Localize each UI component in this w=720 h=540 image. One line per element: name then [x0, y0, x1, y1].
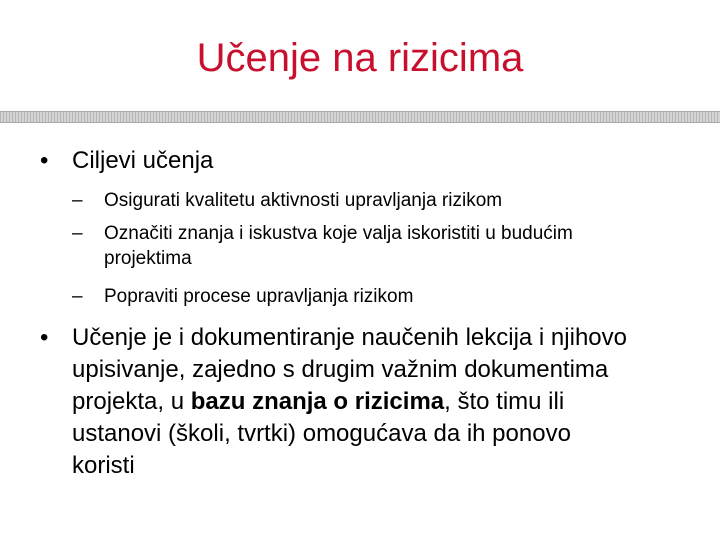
sub-bullet-marker: – — [72, 286, 83, 307]
bullet-marker: • — [40, 324, 49, 351]
bullet-text-emphasis: bazu znanja o rizicima — [190, 388, 445, 415]
bullet-marker: • — [40, 147, 49, 174]
sub-bullet-item — [72, 188, 632, 213]
sub-bullet-item — [72, 284, 632, 309]
bullet-text — [72, 322, 632, 482]
sub-bullet-text: Označiti znanja i iskustva koje valja iskoristiti u budućim projektima — [104, 223, 573, 269]
bullet-text: Ciljevi učenja — [72, 147, 214, 174]
sub-bullet-text: Osigurati kvalitetu aktivnosti upravljanja rizikom — [104, 190, 503, 211]
title-divider — [0, 111, 720, 123]
sub-bullet-marker: – — [72, 190, 83, 211]
slide-title: Učenje na rizicima — [196, 36, 524, 80]
bullet-item — [40, 146, 660, 176]
bullet-text-part: Učenje je i dokumentiranje naučenih lekcija i njihovo upisivanje, zajedno s drugim važnim dokumentima projekta, u — [72, 324, 627, 415]
bullet-text-part: , što timu ili ustanovi (školi, tvrtki) omogućava da ih ponovo koristi — [72, 388, 571, 479]
sub-bullet-marker: – — [72, 223, 83, 244]
bullet-item — [40, 322, 650, 482]
sub-bullet-text: Popraviti procese upravljanja rizikom — [104, 286, 414, 307]
sub-bullet-item — [72, 221, 632, 271]
